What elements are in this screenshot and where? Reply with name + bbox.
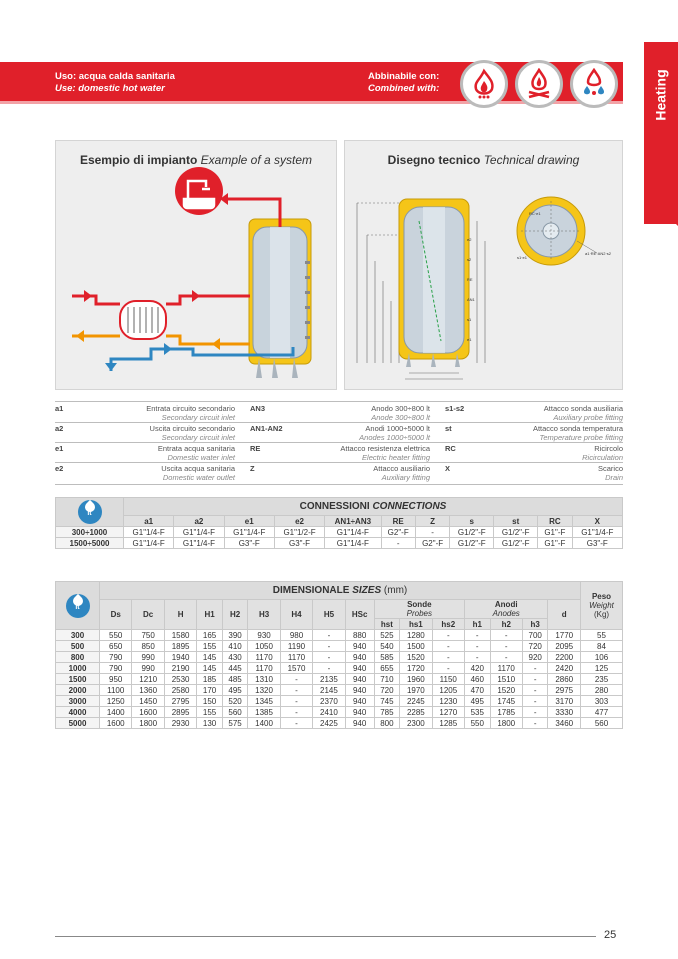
svg-text:e2: e2 (467, 237, 472, 242)
use-label-en: Use: domestic hot water (55, 83, 165, 94)
table-row: 300÷1000 G1"1/4-F G1"1/4-F G1"1/4-F G1"1/2-F G1"1/4-F G2"-F - G1/2"-F G1/2"-F G1"-F G1"1/4-F (56, 527, 623, 538)
table-row (56, 641, 623, 652)
table-cell: 2975 (548, 685, 581, 696)
legend-item: e1 Entrata acqua sanitaria Domestic water inlet (55, 444, 235, 462)
table-cell: 2300 (400, 718, 432, 729)
table-cell: 800 (374, 718, 400, 729)
table-cell: 930 (248, 630, 280, 641)
anodes-header: Anodi Anodes (465, 600, 548, 619)
table-cell: 55 (581, 630, 623, 641)
legend-item: X Scarico Drain (445, 464, 623, 482)
table-cell: 2370 (313, 696, 345, 707)
table-cell: 1170 (490, 663, 522, 674)
row-label: 5000 (56, 718, 100, 729)
row-label: 800 (56, 652, 100, 663)
table-cell: 125 (581, 663, 623, 674)
table-cell: - (432, 663, 464, 674)
system-example-panel (55, 140, 337, 390)
table-cell: 495 (465, 696, 491, 707)
table-cell: 155 (197, 707, 223, 718)
table-row (56, 696, 623, 707)
table-cell: 1770 (548, 630, 581, 641)
table-cell: 2795 (164, 696, 196, 707)
side-tab-point (644, 192, 678, 226)
table-cell: 650 (100, 641, 132, 652)
legend-rule (55, 462, 623, 463)
table-cell: 790 (100, 663, 132, 674)
legend-item: RE Attacco resistenza elettrica Electric heater fitting (250, 444, 430, 462)
table-cell: - (522, 707, 548, 718)
heat-pump-icon (570, 60, 618, 108)
row-label: 2000 (56, 685, 100, 696)
table-cell: 1580 (164, 630, 196, 641)
table-cell: - (280, 707, 312, 718)
svg-text:s1·e1: s1·e1 (517, 255, 528, 260)
table-cell: 1100 (100, 685, 132, 696)
table-row (56, 718, 623, 729)
svg-text:RE: RE (467, 277, 473, 282)
table-cell: - (313, 630, 345, 641)
connections-volume-badge (56, 498, 124, 527)
table-cell: 2135 (313, 674, 345, 685)
table-cell: 1050 (248, 641, 280, 652)
table-cell: 2145 (313, 685, 345, 696)
legend-rule (55, 442, 623, 443)
table-cell: 655 (374, 663, 400, 674)
svg-text:RC·e1: RC·e1 (529, 211, 541, 216)
table-cell: 1960 (400, 674, 432, 685)
table-cell: 720 (522, 641, 548, 652)
table-cell: 2930 (164, 718, 196, 729)
combined-label-it: Abbinabile con: (368, 71, 440, 82)
system-example-title: Esempio di impianto Example of a system (79, 153, 313, 167)
table-cell: 940 (345, 663, 374, 674)
table-cell: - (522, 718, 548, 729)
row-label: 500 (56, 641, 100, 652)
connections-table (55, 497, 623, 549)
sizes-volume-badge (56, 582, 100, 630)
table-cell: 785 (374, 707, 400, 718)
table-cell: 1400 (248, 718, 280, 729)
table-row (56, 707, 623, 718)
table-cell: 980 (280, 630, 312, 641)
table-cell: 1320 (248, 685, 280, 696)
table-cell: 1360 (132, 685, 164, 696)
table-cell: 1385 (248, 707, 280, 718)
table-cell: 1800 (490, 718, 522, 729)
table-cell: 1270 (432, 707, 464, 718)
table-cell: 2200 (548, 652, 581, 663)
water-drop-icon: lt (66, 594, 90, 618)
table-row: 1500÷5000 G1"1/4-F G1"1/4-F G3"-F G3"-F G1"1/4-F - G2"-F G1/2"-F G1/2"-F G1"-F G3"-F (56, 538, 623, 549)
table-cell: 495 (222, 685, 248, 696)
table-cell: 1190 (280, 641, 312, 652)
table-cell: 535 (465, 707, 491, 718)
table-cell: 1170 (280, 652, 312, 663)
water-drop-icon: lt (78, 500, 102, 524)
table-cell: 575 (222, 718, 248, 729)
table-cell: 990 (132, 663, 164, 674)
legend-item: Z Attacco ausiliario Auxiliary fitting (250, 464, 430, 482)
legend-item: e2 Uscita acqua sanitaria Domestic water outlet (55, 464, 235, 482)
table-cell: 106 (581, 652, 623, 663)
table-row (56, 652, 623, 663)
table-cell: - (465, 652, 491, 663)
table-cell: 1800 (132, 718, 164, 729)
table-cell: 525 (374, 630, 400, 641)
table-cell: 585 (374, 652, 400, 663)
secondary-inlet-line (72, 296, 120, 304)
table-cell: - (432, 652, 464, 663)
table-cell: 410 (222, 641, 248, 652)
table-cell: - (280, 685, 312, 696)
table-cell: 2425 (313, 718, 345, 729)
table-cell: 940 (345, 652, 374, 663)
table-cell: 880 (345, 630, 374, 641)
table-cell: 550 (465, 718, 491, 729)
table-cell: 3460 (548, 718, 581, 729)
table-cell: 420 (465, 663, 491, 674)
sizes-body (56, 630, 623, 729)
probes-header: Sonde Probes (374, 600, 464, 619)
table-cell: 1170 (248, 663, 280, 674)
legend-item: a2 Uscita circuito secondario Secondary circuit inlet (55, 424, 235, 442)
legend-top-rule (55, 401, 623, 402)
technical-drawing-diagram (345, 141, 624, 391)
svg-text:AN1: AN1 (467, 297, 475, 302)
gas-boiler-icon (460, 60, 508, 108)
table-cell: 1345 (248, 696, 280, 707)
table-cell: - (280, 718, 312, 729)
legend-item: s1-s2 Attacco sonda ausiliaria Auxiliary probe fitting (445, 404, 623, 422)
table-cell: 1570 (280, 663, 312, 674)
table-cell: 460 (465, 674, 491, 685)
technical-drawing-panel (344, 140, 623, 390)
table-cell: 1785 (490, 707, 522, 718)
table-cell: 540 (374, 641, 400, 652)
table-cell: 280 (581, 685, 623, 696)
table-cell: 720 (374, 685, 400, 696)
table-cell: 1520 (490, 685, 522, 696)
technical-drawing-title: Disegno tecnico Technical drawing (387, 153, 580, 167)
row-label: 4000 (56, 707, 100, 718)
system-example-diagram (56, 141, 338, 391)
table-cell: 2895 (164, 707, 196, 718)
table-cell: 1280 (400, 630, 432, 641)
legend-item: AN1-AN2 Anodi 1000÷5000 lt Anodes 1000÷5000 lt (250, 424, 430, 442)
table-cell: 1230 (432, 696, 464, 707)
table-cell: 2190 (164, 663, 196, 674)
table-cell: - (522, 696, 548, 707)
weight-header: Peso Weight (Kg) (581, 582, 623, 630)
table-cell: - (465, 630, 491, 641)
side-tab-label: Heating (653, 69, 669, 121)
table-cell: 1150 (432, 674, 464, 685)
svg-text:s2: s2 (467, 257, 472, 262)
table-cell: - (280, 674, 312, 685)
table-cell: 1210 (132, 674, 164, 685)
connections-title: CONNESSIONI CONNECTIONS (124, 498, 623, 516)
table-cell: - (313, 652, 345, 663)
table-cell: 1170 (248, 652, 280, 663)
legend-item: AN3 Anodo 300÷800 lt Anode 300÷800 lt (250, 404, 430, 422)
table-cell: 940 (345, 696, 374, 707)
table-cell: 2420 (548, 663, 581, 674)
table-cell: 130 (197, 718, 223, 729)
table-cell: - (490, 652, 522, 663)
table-cell: 940 (345, 641, 374, 652)
table-cell: 940 (345, 718, 374, 729)
svg-text:s1: s1 (467, 317, 472, 322)
sizes-title: DIMENSIONALE SIZES (mm) (100, 582, 581, 600)
table-cell: - (313, 663, 345, 674)
table-cell: 2860 (548, 674, 581, 685)
table-cell: - (522, 674, 548, 685)
row-label: 3000 (56, 696, 100, 707)
connections-header-row: a1 a2 e1 e2 AN1÷AN3 RE Z s st RC X (56, 516, 623, 527)
table-cell: 485 (222, 674, 248, 685)
table-cell: 3330 (548, 707, 581, 718)
table-cell: 1250 (100, 696, 132, 707)
table-cell: 1310 (248, 674, 280, 685)
table-cell: 745 (374, 696, 400, 707)
table-cell: 560 (581, 718, 623, 729)
sizes-header-row: Ds Dc H H1 H2 H3 H4 H5 HSc Sonde Probes Anodi Anodes d (56, 600, 623, 619)
table-cell: 950 (100, 674, 132, 685)
legend-bottom-rule (55, 484, 623, 485)
table-cell: 2095 (548, 641, 581, 652)
table-cell: 1720 (400, 663, 432, 674)
legend-item: st Attacco sonda temperatura Temperature probe fitting (445, 424, 623, 442)
table-cell: 1895 (164, 641, 196, 652)
table-cell: 185 (197, 674, 223, 685)
table-cell: 1520 (400, 652, 432, 663)
table-cell: 750 (132, 630, 164, 641)
table-cell: 470 (465, 685, 491, 696)
table-cell: - (490, 630, 522, 641)
table-cell: - (522, 663, 548, 674)
legend-item: a1 Entrata circuito secondario Secondary circuit inlet (55, 404, 235, 422)
table-cell: 1970 (400, 685, 432, 696)
table-cell: 84 (581, 641, 623, 652)
table-cell: 1600 (132, 707, 164, 718)
table-cell: 700 (522, 630, 548, 641)
table-cell: 303 (581, 696, 623, 707)
table-cell: 940 (345, 685, 374, 696)
legend-rule (55, 422, 623, 423)
table-cell: 520 (222, 696, 248, 707)
table-cell: 390 (222, 630, 248, 641)
row-label: 1500 (56, 674, 100, 685)
footer-rule (55, 936, 596, 937)
table-cell: 920 (522, 652, 548, 663)
table-cell: - (465, 641, 491, 652)
heat-exchanger-icon (120, 301, 166, 339)
table-cell: 2580 (164, 685, 196, 696)
table-cell: 1500 (400, 641, 432, 652)
legend (55, 401, 623, 487)
table-cell: 790 (100, 652, 132, 663)
table-cell: 2410 (313, 707, 345, 718)
svg-text:e1: e1 (467, 337, 472, 342)
combined-label-en: Combined with: (368, 83, 440, 94)
table-cell: - (280, 696, 312, 707)
table-cell: 2285 (400, 707, 432, 718)
table-cell: 2530 (164, 674, 196, 685)
table-cell: 3170 (548, 696, 581, 707)
table-cell: 850 (132, 641, 164, 652)
biomass-stove-icon (515, 60, 563, 108)
sizes-subheader-row: hst hs1 hs2 h1 h2 h3 (56, 619, 623, 630)
table-cell: 155 (197, 641, 223, 652)
table-cell: - (432, 630, 464, 641)
table-cell: - (313, 641, 345, 652)
table-cell: 170 (197, 685, 223, 696)
table-cell: - (490, 641, 522, 652)
sizes-table (55, 581, 623, 729)
table-cell: 990 (132, 652, 164, 663)
table-cell: 145 (197, 663, 223, 674)
table-cell: 1510 (490, 674, 522, 685)
table-cell: 1205 (432, 685, 464, 696)
table-cell: 235 (581, 674, 623, 685)
table-cell: 710 (374, 674, 400, 685)
table-cell: 150 (197, 696, 223, 707)
table-cell: 145 (197, 652, 223, 663)
table-cell: 1940 (164, 652, 196, 663)
table-cell: 940 (345, 707, 374, 718)
page-number: 25 (604, 929, 617, 941)
table-cell: 1285 (432, 718, 464, 729)
table-cell: 550 (100, 630, 132, 641)
table-row (56, 663, 623, 674)
table-cell: 1745 (490, 696, 522, 707)
table-row (56, 674, 623, 685)
svg-text:a1·RE·AN2·s2: a1·RE·AN2·s2 (585, 251, 612, 256)
table-cell: 445 (222, 663, 248, 674)
use-label-it: Uso: acqua calda sanitaria (55, 71, 175, 82)
table-cell: 477 (581, 707, 623, 718)
table-cell: 1600 (100, 718, 132, 729)
legend-item: RC Ricircolo Ricirculation (445, 444, 623, 462)
table-cell: 1450 (132, 696, 164, 707)
table-cell: 165 (197, 630, 223, 641)
table-cell: 1400 (100, 707, 132, 718)
table-row (56, 630, 623, 641)
row-label: 300 (56, 630, 100, 641)
table-cell: 2245 (400, 696, 432, 707)
table-cell: - (432, 641, 464, 652)
table-cell: 430 (222, 652, 248, 663)
table-cell: - (522, 685, 548, 696)
table-row (56, 685, 623, 696)
row-label: 1000 (56, 663, 100, 674)
table-cell: 940 (345, 674, 374, 685)
table-cell: 560 (222, 707, 248, 718)
